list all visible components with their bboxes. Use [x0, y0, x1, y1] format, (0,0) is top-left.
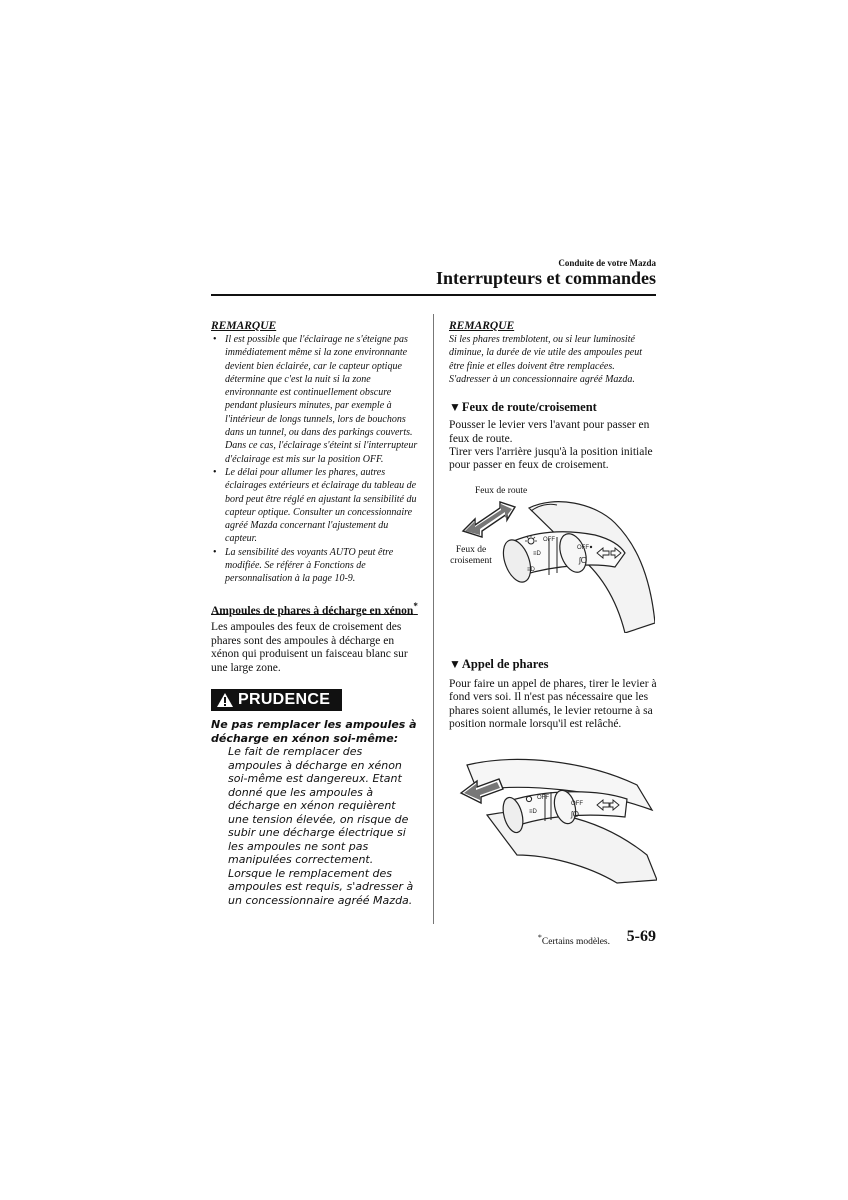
- off-mark: OFF: [543, 536, 555, 543]
- footnote-star: *: [413, 600, 418, 611]
- bullet: •: [213, 546, 217, 558]
- flash-to-pass-heading: [449, 657, 657, 672]
- remark-title: REMARQUE: [211, 320, 277, 332]
- page-number: 5-69: [626, 928, 656, 945]
- caution-banner: [211, 689, 342, 711]
- off-mark: OFF: [571, 801, 583, 808]
- xenon-heading-text: Ampoules de phares à décharge en xénon: [211, 604, 414, 617]
- remark-item-text: Le délai pour allumer les phares, autres éclairages extérieurs et éclairage du tableau de bord peut être réglé en ajustant la sensibilité du capteur optique. Consulter un concessionnaire agréé Mazda concernant l'ajustement du capteur.: [225, 466, 417, 545]
- bullet: •: [213, 334, 217, 345]
- remark-list: [211, 333, 419, 586]
- svg-text:≡D: ≡D: [529, 809, 537, 816]
- off-mark: OFF: [537, 795, 549, 802]
- section-title: Appel de phares: [461, 656, 549, 671]
- remark-item-extra: Dans ce cas, l'éclairage s'éteint si l'interrupteur d'éclairage est mis sur la position OFF.: [225, 440, 418, 465]
- footnote: [538, 933, 610, 947]
- warning-triangle-icon: [216, 692, 234, 708]
- high-low-beam-heading: [449, 400, 657, 415]
- section-label: Conduite de votre Mazda: [558, 258, 656, 268]
- lever-illustration: [447, 755, 657, 885]
- xenon-heading: [211, 600, 419, 618]
- remark-item-text: La sensibilité des voyants AUTO peut être modifiée. Se référer à Fonctions de personnalisation à la page 10-9.: [225, 546, 394, 585]
- header-rule: [211, 294, 656, 296]
- remark-item-text: Il est possible que l'éclairage ne s'éteigne pas immédiatement même si la zone environnante devient bien éclairée, car le capteur optique détermine que c'est la nuit si la zone environnante est continuellement obscure pendant plusieurs minutes, par exemple à l'intérieur de longs tunnels, lors de bouchons dans un tunnel, ou dans des parkings couverts.: [225, 334, 413, 439]
- low-beam-text: Tirer vers l'arrière jusqu'à la position initiale pour passer en feux de croisement.: [449, 446, 653, 472]
- remark-item: [211, 546, 419, 586]
- caution-label: PRUDENCE: [238, 691, 331, 709]
- left-column: [211, 318, 419, 907]
- footnote-text: Certains modèles.: [541, 937, 610, 948]
- right-column: [449, 318, 657, 885]
- label-high-beam: Feux de route: [475, 485, 528, 496]
- caution-body: Le fait de remplacer des ampoules à décharge en xénon soi-même est dangereux. Etant donné que les ampoules à décharge en xénon requièrent une tension élevée, on risque de subir une décharge électrique si les ampoules ne sont pas manipulées correctement. Lorsque le remplacement des ampoules est requis, s'adresser à un concessionnaire agréé Mazda.: [228, 745, 414, 907]
- lever-illustration: [445, 483, 655, 633]
- column-divider: [433, 314, 434, 924]
- triangle-marker-icon: ▼: [449, 656, 461, 671]
- remark-item: [211, 333, 419, 466]
- remark-text: Si les phares tremblotent, ou si leur luminosité diminue, la durée de vie utile des ampoules peut être finie et elles doivent être remplacées. S'adresser à un concessionnaire agréé Mazda.: [449, 334, 643, 385]
- svg-text:≡D: ≡D: [533, 550, 541, 557]
- xenon-paragraph: Les ampoules des feux de croisement des phares sont des ampoules à décharge en xénon qui produisent un faisceau blanc sur une large zone.: [211, 621, 408, 674]
- bullet: •: [213, 466, 217, 478]
- flash-to-pass-text: Pour faire un appel de phares, tirer le levier à fond vers soi. Il n'est pas nécessaire que les phares soient allumés, le levier retourne à sa position normale lorsqu'il est relâché.: [449, 677, 657, 731]
- page-title: Interrupteurs et commandes: [436, 268, 656, 288]
- svg-text:ʃO: ʃO: [579, 555, 587, 565]
- footnote-star: *: [537, 933, 542, 942]
- svg-text:ʃO: ʃO: [571, 810, 579, 820]
- lever-figure-flash: [447, 755, 657, 885]
- triangle-marker-icon: ▼: [449, 400, 461, 415]
- caution-title: Ne pas remplacer les ampoules à décharge en xénon soi-même:: [211, 718, 417, 745]
- remark-item: [211, 466, 419, 546]
- section-title: Feux de route/croisement: [461, 400, 597, 415]
- high-beam-text: Pousser le levier vers l'avant pour passer en feux de route.: [449, 419, 650, 445]
- lever-figure-high-low: [445, 483, 655, 633]
- off-mark: OFF: [577, 544, 589, 551]
- remark-title: REMARQUE: [449, 320, 515, 332]
- svg-text:≡D: ≡D: [527, 566, 535, 573]
- label-low-beam: Feux de croisement: [450, 544, 492, 566]
